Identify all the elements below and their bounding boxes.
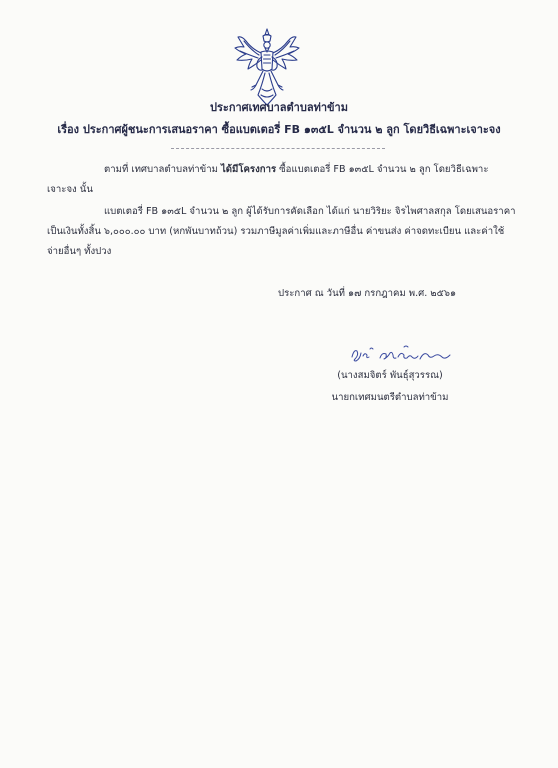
signature-image [346,343,454,367]
paragraph-1-line-2: เจาะจง นั้น [47,184,93,195]
signatory-name: (นางสมจิตร์ พันธุ์สุวรรณ) [337,370,443,381]
paragraph-1-line-1 [104,163,488,176]
paragraph-2-line-2: เป็นเงินทั้งสิ้น ๖,๐๐๐.๐๐ บาท (หกพันบาทถ้วน) รวมภาษีมูลค่าเพิ่มและภาษีอื่น ค่าขนส่ง ค่าจดทะเบียน และค่าใช้ [47,226,505,237]
title-divider [171,148,385,149]
paragraph-1-lead: ตามที่ เทศบาลตำบลท่าข้าม [104,164,221,175]
paragraph-1-rest: ซื้อแบตเตอรี่ FB ๑๓๕L จำนวน ๒ ลูก โดยวิธีเฉพาะ [276,164,489,175]
paragraph-1-bold: ได้มีโครงการ [220,164,277,175]
document-title: ประกาศเทศบาลตำบลท่าข้าม [210,101,348,114]
announcement-date: ประกาศ ณ วันที่ ๑๗ กรกฎาคม พ.ศ. ๒๕๖๑ [278,288,457,299]
signatory-position: นายกเทศมนตรีตำบลท่าข้าม [331,392,449,403]
document-subject: เรื่อง ประกาศผู้ชนะการเสนอราคา ซื้อแบตเตอรี่ FB ๑๓๕L จำนวน ๒ ลูก โดยวิธีเฉพาะเจาะจง [57,123,501,136]
paragraph-2-line-1: แบตเตอรี่ FB ๑๓๕L จำนวน ๒ ลูก ผู้ได้รับการคัดเลือก ได้แก่ นายวิริยะ จิรไพศาลสกุล โดยเสนอราคา [104,206,516,217]
garuda-emblem-icon [232,27,302,107]
paragraph-2-line-3: จ่ายอื่นๆ ทั้งปวง [47,246,112,257]
